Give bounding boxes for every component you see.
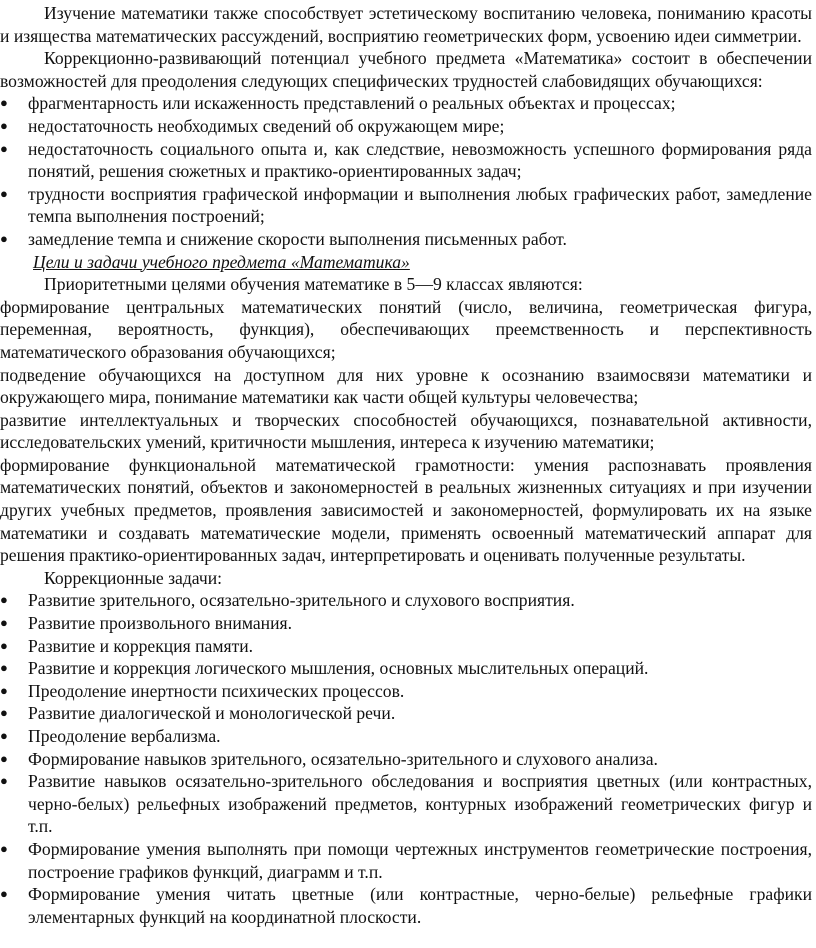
paragraph-aesthetic: Изучение математики также способствует эстетическому воспитанию человека, пониманию красоты и изящества математических рассуждений, восприятию геометрических форм, усвоению идеи симметрии. (0, 3, 812, 46)
list-item: ● Формирование умения выполнять при помощи чертежных инструментов геометрические построения, построение графиков функций, диаграмм и т.п. (0, 838, 812, 882)
goal-paragraph: подведение обучающихся на доступном для них уровне к осознанию взаимосвязи математики и окружающего мира, понимание математики как части общей культуры человечества; (0, 364, 812, 408)
list-item: ● Преодоление инертности психических процессов. (0, 680, 405, 701)
section-heading: Цели и задачи учебного предмета «Математика» (33, 251, 410, 272)
bullet-icon: ● (0, 773, 8, 789)
bullet-icon: ● (0, 728, 8, 743)
goal-paragraph: развитие интеллектуальных и творческих способностей обучающихся, познавательной активности, исследовательских умений, критичности мышления, интереса к изучению математики; (0, 409, 812, 453)
list-item: ● Развитие и коррекция логического мышления, основных мыслительных операций. (0, 658, 649, 679)
list-item: ● трудности восприятия графической информации и выполнения любых графических работ, замедление темпа выполнения построений; (0, 183, 812, 227)
list-item: ● Развитие и коррекция памяти. (0, 635, 254, 656)
goal-paragraph: формирование функциональной математической грамотности: умения распознавать проявления математических понятий, объектов и закономерностей в реальных жизненных ситуациях и при изучении других учебных предметов, проявления зависимостей и закономерностей, формулировать их на языке математики и создавать математические модели, применять освоенный математический аппарат для решения практико-ориентированных задач, интерпретировать и оценивать полученные результаты. (0, 454, 812, 566)
list-item: ● недостаточность социального опыта и, как следствие, невозможность успешного формирования ряда понятий, решения сюжетных и практико-ориентированных задач; (0, 138, 812, 182)
list-item: ● Развитие навыков осязательно-зрительного обследования и восприятия цветных (или контрастных, черно-белых) рельефных изображений предметов, контурных изображений геометрических фигур и т.п. (0, 771, 812, 837)
tasks-list (0, 589, 812, 928)
bullet-icon: ● (0, 750, 8, 766)
bullet-icon: ● (0, 95, 8, 111)
goal-paragraph: формирование центральных математических понятий (число, величина, геометрическая фигура, переменная, вероятность, функция), обеспечивающих преемственность и перспективность математического образования обучающихся; (0, 296, 812, 362)
goals-intro: Приоритетными целями обучения математике в 5—9 классах являются: (44, 274, 583, 295)
bullet-icon: ● (0, 140, 8, 156)
bullet-icon: ● (0, 615, 8, 631)
list-item: ● Развитие диалогической и монологической речи. (0, 703, 396, 724)
difficulties-list (0, 92, 812, 250)
bullet-icon: ● (0, 660, 8, 676)
bullet-icon: ● (0, 886, 8, 902)
list-item: ● Развитие зрительного, осязательно-зрительного и слухового восприятия. (0, 590, 575, 611)
tasks-intro: Коррекционные задачи: (44, 567, 223, 588)
bullet-icon: ● (0, 230, 8, 246)
bullet-icon: ● (0, 592, 8, 608)
list-item: ● Преодоление вербализма. (0, 726, 221, 746)
bullet-icon: ● (0, 117, 8, 133)
bullet-icon: ● (0, 682, 8, 698)
bullet-icon: ● (0, 705, 8, 721)
bullet-icon: ● (0, 637, 8, 653)
paragraph-correction-intro: Коррекционно-развивающий потенциал учебного предмета «Математика» состоит в обеспечении возможностей для преодоления следующих специфических трудностей слабовидящих обучающихся: (0, 48, 812, 91)
list-item: ● недостаточность необходимых сведений об окружающем мире; (0, 115, 505, 136)
list-item: ● замедление темпа и снижение скорости выполнения письменных работ. (0, 228, 567, 249)
bullet-icon: ● (0, 185, 8, 201)
list-item: ● Развитие произвольного внимания. (0, 613, 292, 634)
list-item: ● Формирование навыков зрительного, осязательно-зрительного и слухового анализа. (0, 748, 658, 769)
list-item: ● фрагментарность или искаженность представлений о реальных объектах и процессах; (0, 93, 676, 114)
bullet-icon: ● (0, 840, 8, 856)
list-item: ● Формирование умения читать цветные (или контрастные, черно-белые) рельефные графики элементарных функций на координатной плоскости. (0, 884, 812, 927)
